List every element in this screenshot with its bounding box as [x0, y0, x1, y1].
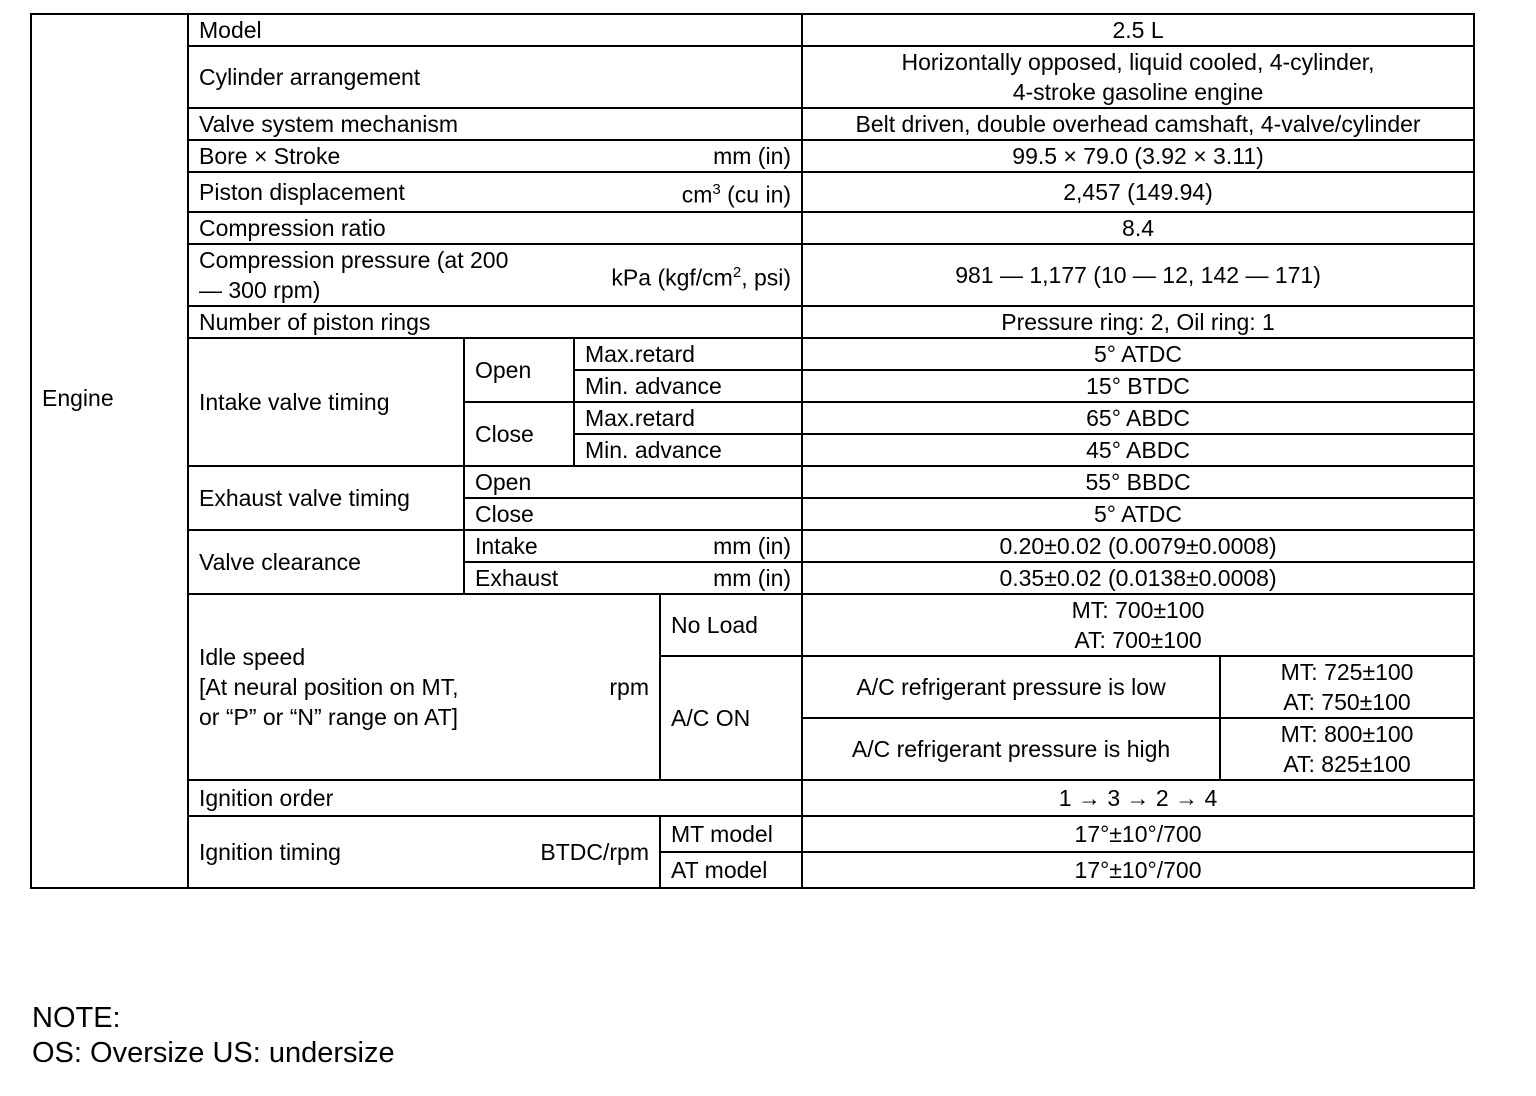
valve-clearance-intake-label: Intake — [475, 533, 538, 559]
model-label: Model — [188, 14, 802, 46]
row-bore-stroke — [31, 140, 1474, 172]
row-model — [31, 14, 1474, 46]
compression-pressure-value: 981 — 1,177 (10 — 12, 142 — 171) — [802, 244, 1474, 306]
intake-close-min-value: 45° ABDC — [802, 434, 1474, 466]
model-value: 2.5 L — [802, 14, 1474, 46]
ignition-order-label: Ignition order — [188, 780, 802, 816]
exhaust-open-value: 55° BBDC — [802, 466, 1474, 498]
row-compression-ratio — [31, 212, 1474, 244]
ignition-at-label: AT model — [660, 852, 802, 888]
row-idle-no-load — [31, 594, 1474, 656]
displacement-unit-suffix: (cu in) — [720, 181, 792, 208]
idle-ac-high-label: A/C refrigerant pressure is high — [802, 718, 1220, 780]
bore-stroke-value: 99.5 × 79.0 (3.92 × 3.11) — [802, 140, 1474, 172]
row-piston-displacement — [31, 172, 1474, 212]
displacement-label: Piston displacement — [199, 179, 405, 205]
idle-ac-high-value: MT: 800±100 AT: 825±100 — [1220, 718, 1474, 780]
idle-no-load-label: No Load — [660, 594, 802, 656]
row-cylinder-arrangement — [31, 46, 1474, 108]
compression-pressure-unit — [611, 258, 791, 293]
piston-rings-value: Pressure ring: 2, Oil ring: 1 — [802, 306, 1474, 338]
row-intake-open-max — [31, 338, 1474, 370]
compression-pressure-label: Compression pressure (at 200 — 300 rpm) — [199, 247, 509, 303]
section-label-continuation — [31, 780, 188, 888]
valve-clearance-exhaust-value: 0.35±0.02 (0.0138±0.0008) — [802, 562, 1474, 594]
valve-system-label: Valve system mechanism — [188, 108, 802, 140]
idle-no-load-value: MT: 700±100 AT: 700±100 — [802, 594, 1474, 656]
valve-clearance-label: Valve clearance — [188, 530, 464, 594]
note-title: NOTE: — [32, 1002, 121, 1034]
valve-clearance-intake-value: 0.20±0.02 (0.0079±0.0008) — [802, 530, 1474, 562]
intake-timing-label: Intake valve timing — [188, 338, 464, 466]
compression-pressure-cell — [188, 244, 802, 306]
ignition-mt-label: MT model — [660, 816, 802, 852]
engine-spec-table — [30, 13, 1475, 781]
section-label-engine — [31, 14, 188, 780]
row-ignition-timing-mt — [31, 816, 1474, 852]
idle-speed-cell — [188, 594, 660, 780]
exhaust-timing-label: Exhaust valve timing — [188, 466, 464, 530]
compression-pressure-unit-suffix: , psi) — [741, 264, 792, 291]
ignition-at-value: 17°±10°/700 — [802, 852, 1474, 888]
section-label-text: Engine — [42, 384, 114, 411]
displacement-unit-exponent: 3 — [712, 180, 721, 198]
bore-stroke-cell — [188, 140, 802, 172]
idle-ac-on-label: A/C ON — [660, 656, 802, 780]
note-text: OS: Oversize US: undersize — [32, 1037, 395, 1069]
ignition-timing-unit: BTDC/rpm — [540, 839, 649, 865]
row-exhaust-open — [31, 466, 1474, 498]
valve-clearance-exhaust-cell — [464, 562, 802, 594]
intake-open-min-value: 15° BTDC — [802, 370, 1474, 402]
ignition-timing-cell — [188, 816, 660, 888]
valve-clearance-intake-cell — [464, 530, 802, 562]
valve-clearance-exhaust-unit: mm (in) — [713, 565, 792, 591]
row-valve-clearance-intake — [31, 530, 1474, 562]
ignition-mt-value: 17°±10°/700 — [802, 816, 1474, 852]
intake-open-label: Open — [464, 338, 574, 402]
engine-spec-table-ignition — [30, 779, 1475, 889]
ignition-order-value: 1 → 3 → 2 → 4 — [802, 780, 1474, 816]
exhaust-open-label: Open — [464, 466, 802, 498]
row-piston-rings — [31, 306, 1474, 338]
compression-ratio-label: Compression ratio — [188, 212, 802, 244]
bore-stroke-unit: mm (in) — [713, 143, 792, 169]
intake-close-max-value: 65° ABDC — [802, 402, 1474, 434]
valve-system-value: Belt driven, double overhead camshaft, 4-valve/cylinder — [802, 108, 1474, 140]
exhaust-close-label: Close — [464, 498, 802, 530]
compression-pressure-unit-exponent: 2 — [732, 263, 742, 281]
cylinder-label: Cylinder arrangement — [188, 46, 802, 108]
valve-clearance-intake-unit: mm (in) — [713, 533, 792, 559]
intake-open-max-label: Max.retard — [574, 338, 802, 370]
ignition-timing-label: Ignition timing — [199, 839, 341, 865]
compression-ratio-value: 8.4 — [802, 212, 1474, 244]
intake-close-label: Close — [464, 402, 574, 466]
intake-open-min-label: Min. advance — [574, 370, 802, 402]
idle-speed-unit: rpm — [609, 674, 649, 700]
row-ignition-order — [31, 780, 1474, 816]
bore-stroke-label: Bore × Stroke — [199, 143, 341, 169]
displacement-unit — [682, 175, 791, 210]
idle-ac-low-value: MT: 725±100 AT: 750±100 — [1220, 656, 1474, 718]
compression-pressure-unit-base: kPa (kgf/cm — [611, 264, 733, 291]
intake-close-min-label: Min. advance — [574, 434, 802, 466]
piston-rings-label: Number of piston rings — [188, 306, 802, 338]
valve-clearance-exhaust-label: Exhaust — [475, 565, 559, 591]
intake-open-max-value: 5° ATDC — [802, 338, 1474, 370]
row-compression-pressure — [31, 244, 1474, 306]
idle-ac-low-label: A/C refrigerant pressure is low — [802, 656, 1220, 718]
cylinder-value: Horizontally opposed, liquid cooled, 4-cylinder, 4-stroke gasoline engine — [802, 46, 1474, 108]
row-valve-system — [31, 108, 1474, 140]
displacement-value: 2,457 (149.94) — [802, 172, 1474, 212]
idle-speed-label: Idle speed [At neural position on MT, or “P” or “N” range on AT] — [199, 644, 459, 730]
displacement-cell — [188, 172, 802, 212]
displacement-unit-base: cm — [681, 181, 713, 208]
intake-close-max-label: Max.retard — [574, 402, 802, 434]
note-block — [32, 1001, 395, 1071]
exhaust-close-value: 5° ATDC — [802, 498, 1474, 530]
